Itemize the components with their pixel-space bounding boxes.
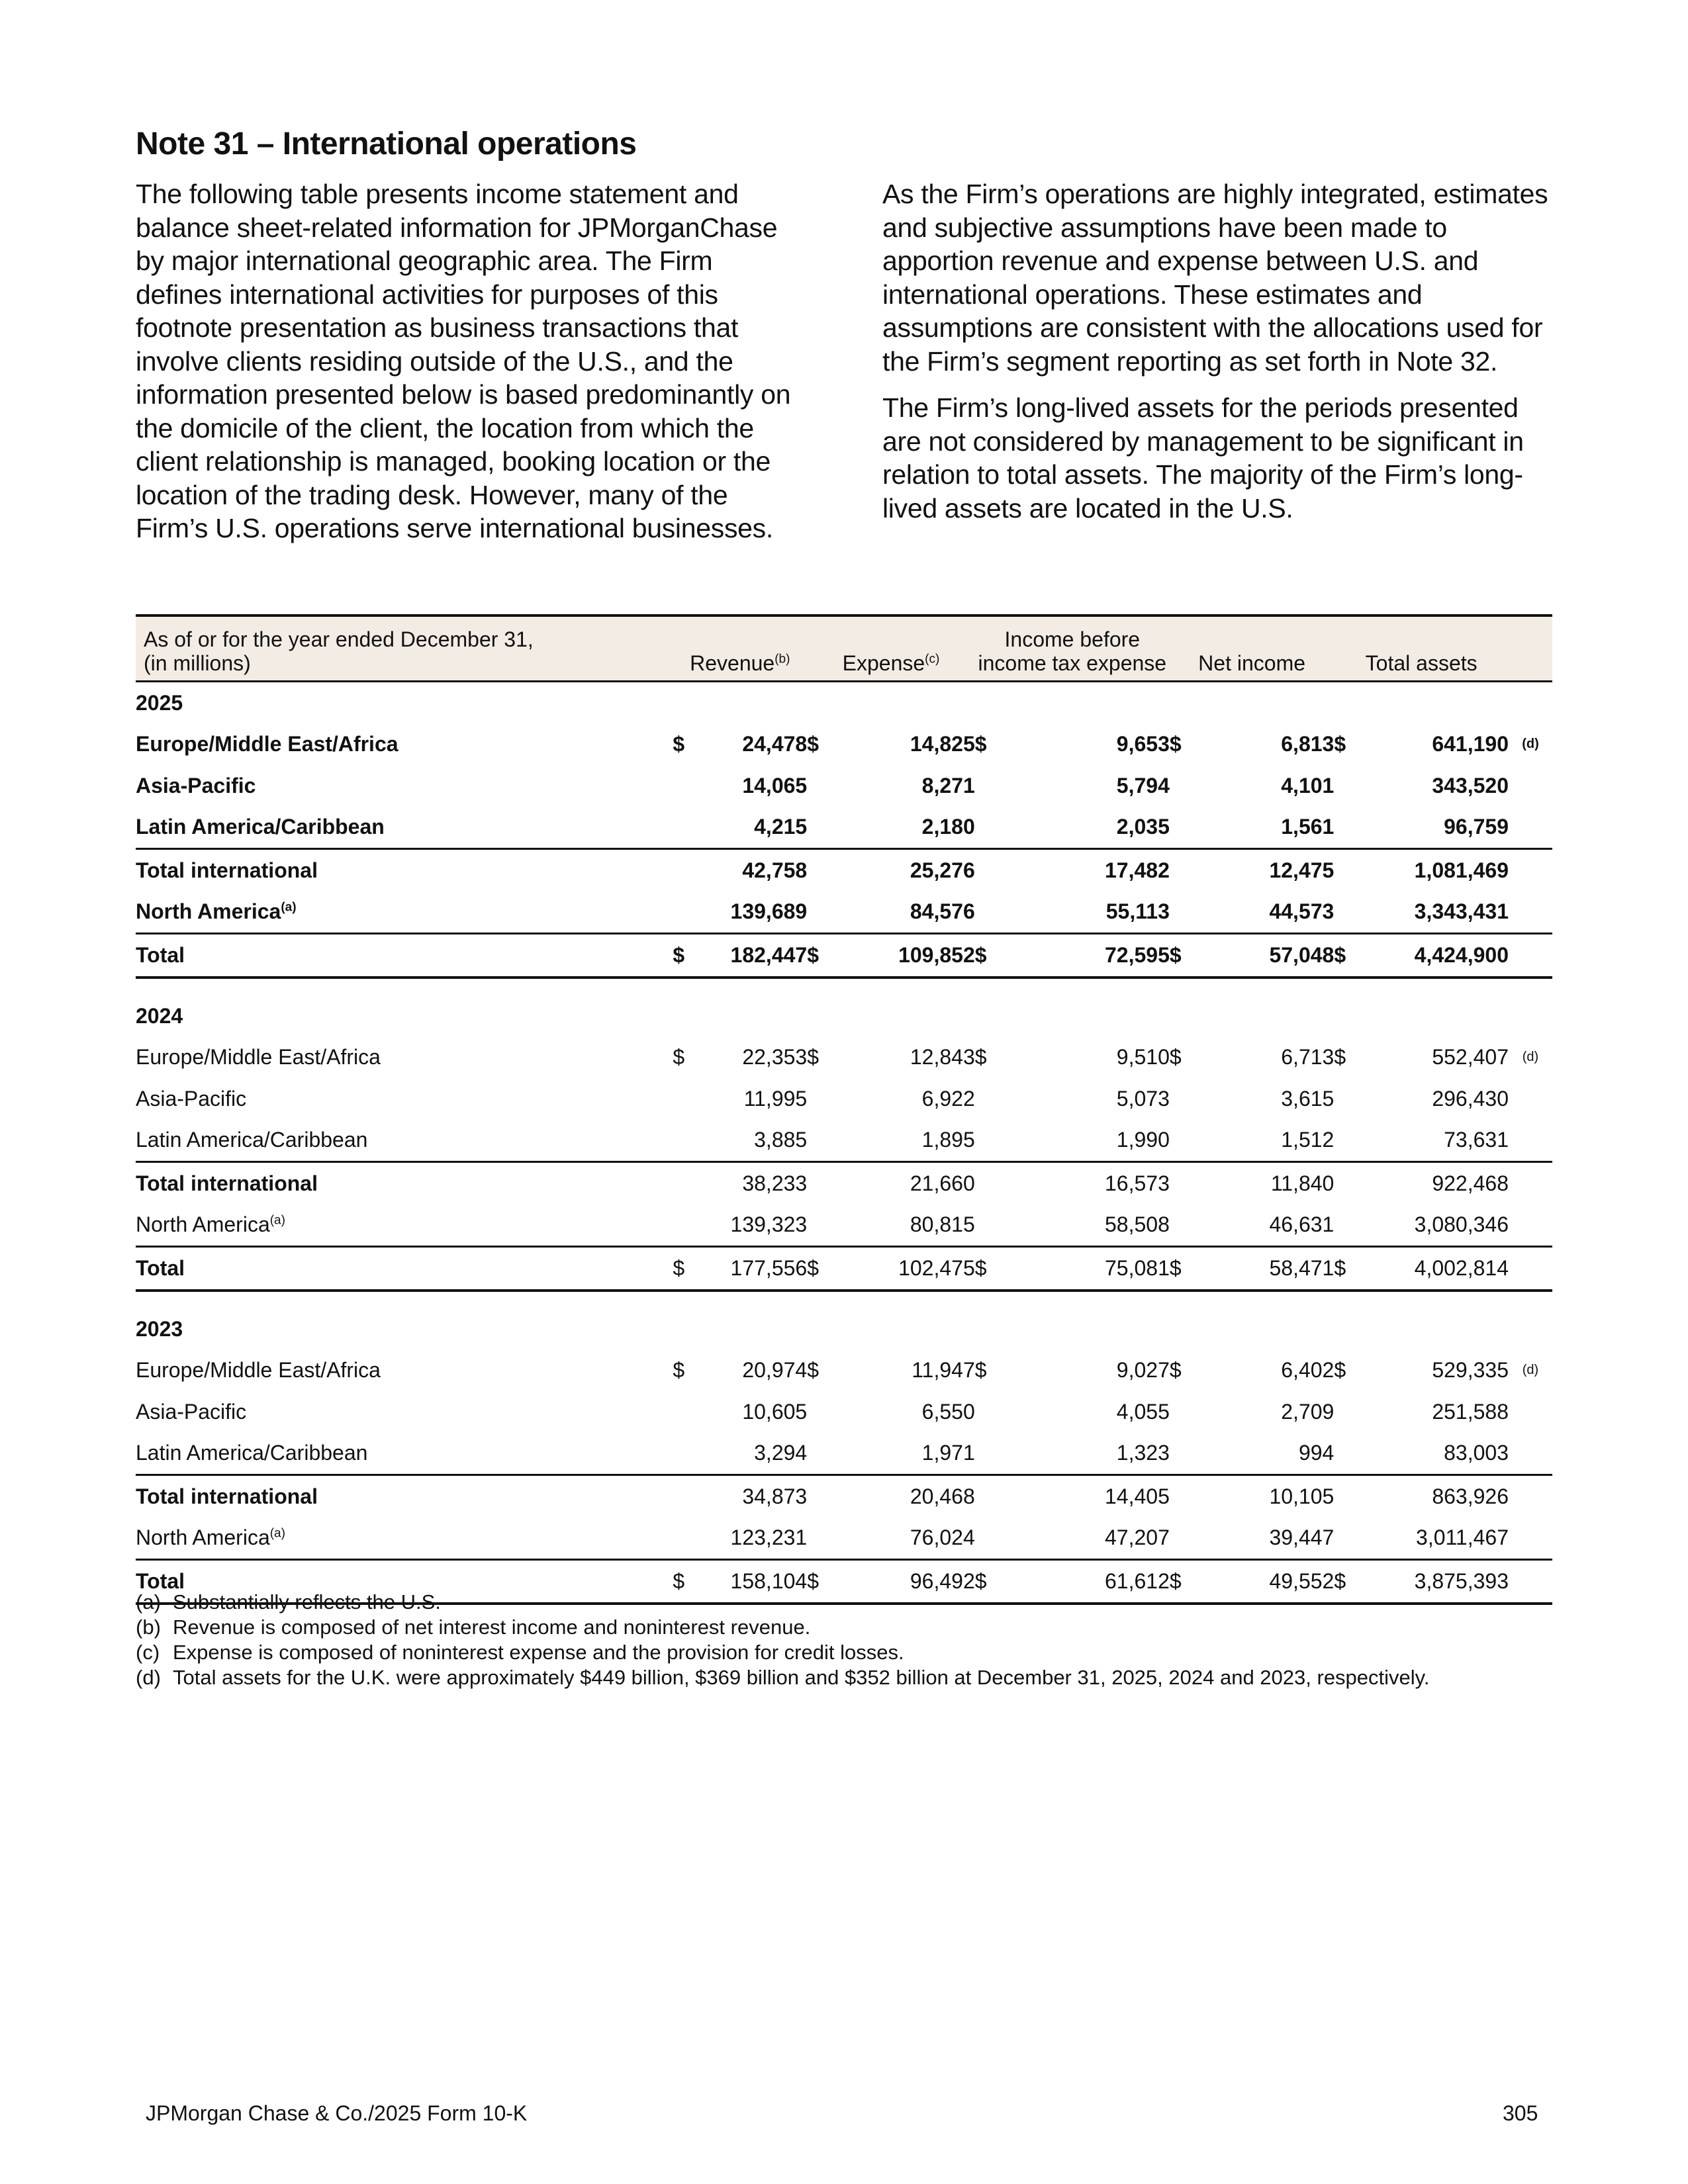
currency-symbol	[975, 849, 1009, 891]
footer-page-number: 305	[1503, 2101, 1538, 2125]
table-row	[136, 1391, 1552, 1433]
currency-symbol	[1334, 1162, 1368, 1205]
table-row	[136, 1078, 1552, 1120]
cell-assets: 552,407	[1432, 1045, 1509, 1069]
cell-expense: 20,468	[841, 1475, 975, 1518]
cell-footnote-ref	[1509, 1162, 1552, 1205]
cell-assets: 641,190	[1432, 732, 1509, 756]
currency-symbol	[1170, 807, 1203, 849]
cell-revenue: 139,323	[730, 1212, 808, 1237]
currency-symbol	[807, 765, 841, 807]
cell-income: 5,794	[1116, 773, 1170, 797]
row-label-text: Latin America/Caribbean	[136, 815, 385, 839]
cell-net: 58,471	[1203, 1247, 1335, 1291]
cell-income: 61,612	[1008, 1560, 1169, 1604]
cell-income: 14,405	[1008, 1475, 1169, 1518]
currency-symbol: $	[807, 1247, 841, 1291]
currency-symbol: $	[807, 1045, 819, 1069]
cell-net: 4,101	[1281, 773, 1335, 797]
row-label-text: North America	[136, 1525, 270, 1550]
table-row	[136, 1205, 1552, 1247]
currency-symbol: $	[807, 732, 819, 756]
intro-paragraph: The following table presents income statement and balance sheet-related information for JPMorganChase by major international geographic area. The Firm defines international activities for purposes of this footnote presentation as business transactions that involve clients residing outside of the U.S., and the information presented below is based predominantly on the domicile of the client, the location from which the client relationship is managed, booking location or the location of the trading desk. However, many of the Firm’s U.S. operations serve international businesses.	[136, 179, 791, 543]
cell-expense: 84,576	[910, 899, 975, 924]
cell-revenue: 22,353	[742, 1045, 808, 1069]
cell-revenue: 42,758	[706, 849, 807, 891]
footnote-b	[136, 1615, 1552, 1640]
cell-expense: 109,852	[841, 934, 975, 978]
international-operations-table	[136, 614, 1552, 1605]
cell-assets: 863,926	[1368, 1475, 1509, 1518]
cell-revenue: 34,873	[706, 1475, 807, 1518]
currency-symbol: $	[1170, 934, 1203, 978]
currency-symbol: $	[975, 934, 1009, 978]
cell-income: 9,510	[1116, 1045, 1170, 1069]
header-expense-text: Expense	[842, 651, 925, 675]
currency-symbol	[1170, 1475, 1203, 1518]
footnote-a	[136, 1590, 1552, 1615]
cell-assets: 529,335	[1432, 1358, 1509, 1383]
cell-expense: 102,475	[841, 1247, 975, 1291]
currency-symbol: $	[1334, 934, 1368, 978]
currency-symbol: $	[673, 934, 706, 978]
table-row	[136, 724, 1552, 766]
footnote-d	[136, 1665, 1552, 1690]
cell-assets: 73,631	[1444, 1128, 1509, 1152]
footnote-key: (c)	[136, 1641, 160, 1664]
currency-symbol: $	[673, 1358, 685, 1383]
cell-income: 72,595	[1008, 934, 1169, 978]
table-row	[136, 807, 1552, 849]
currency-symbol	[975, 1078, 1009, 1120]
cell-revenue: 10,605	[742, 1399, 808, 1424]
footnote-text: Total assets for the U.K. were approximately $449 billion, $369 billion and $352 billion at December 31, 2025, 2024 and 2023, respectively.	[173, 1666, 1430, 1689]
table-row	[136, 1162, 1552, 1205]
currency-symbol: $	[673, 1247, 706, 1291]
currency-symbol	[975, 1391, 1009, 1433]
cell-income: 1,990	[1116, 1128, 1170, 1152]
cell-footnote-ref	[1509, 1518, 1552, 1560]
row-label	[136, 1078, 673, 1120]
cell-assets: 3,343,431	[1414, 899, 1509, 924]
currency-symbol	[673, 849, 706, 891]
footnote-text: Expense is composed of noninterest expense and the provision for credit losses.	[173, 1641, 904, 1664]
currency-symbol	[807, 849, 841, 891]
currency-symbol	[1170, 891, 1203, 934]
table-row	[136, 1518, 1552, 1560]
currency-symbol: $	[974, 1358, 987, 1383]
currency-symbol	[1170, 1120, 1203, 1162]
row-label	[136, 807, 673, 849]
cell-income: 17,482	[1008, 849, 1169, 891]
table-row	[136, 891, 1552, 934]
header-note-spacer	[1509, 615, 1552, 682]
row-label	[136, 1391, 673, 1433]
currency-symbol: $	[807, 1358, 819, 1383]
cell-expense: 96,492	[841, 1560, 975, 1604]
currency-symbol	[673, 1391, 706, 1433]
cell-net: 6,813	[1281, 732, 1335, 756]
cell-income: 58,508	[1104, 1212, 1170, 1237]
cell-expense: 76,024	[910, 1525, 975, 1550]
row-label-text: Europe/Middle East/Africa	[136, 1045, 381, 1069]
cell-net: 6,713	[1281, 1045, 1335, 1069]
cell-footnote-ref	[1509, 849, 1552, 891]
cell-footnote-ref	[1509, 1475, 1552, 1518]
currency-symbol: $	[1334, 1045, 1346, 1069]
row-label-text: North America	[136, 899, 281, 924]
cell-footnote-ref: (d)	[1522, 1363, 1539, 1378]
cell-expense: 2,180	[921, 815, 975, 839]
cell-assets: 96,759	[1444, 815, 1509, 839]
currency-symbol	[807, 1120, 841, 1162]
table-row	[136, 849, 1552, 891]
cell-expense: 1,895	[921, 1128, 975, 1152]
table-row	[136, 934, 1552, 978]
cell-net: 57,048	[1203, 934, 1335, 978]
row-label-text: Europe/Middle East/Africa	[136, 732, 399, 756]
cell-footnote-ref	[1509, 1433, 1552, 1475]
currency-symbol	[975, 1475, 1009, 1518]
currency-symbol	[1170, 1078, 1203, 1120]
cell-revenue: 4,215	[754, 815, 808, 839]
row-label-text: Asia-Pacific	[136, 1399, 247, 1424]
header-income-line2: income tax expense	[978, 651, 1167, 675]
table-row	[136, 1350, 1552, 1392]
currency-symbol	[673, 1120, 706, 1162]
cell-revenue: 38,233	[706, 1162, 807, 1205]
row-label	[136, 1433, 673, 1475]
table-row	[136, 1475, 1552, 1518]
currency-symbol	[975, 765, 1009, 807]
currency-symbol	[807, 1518, 841, 1560]
currency-symbol	[807, 807, 841, 849]
cell-assets: 3,875,393	[1368, 1560, 1509, 1604]
currency-symbol: $	[1169, 1358, 1182, 1383]
header-period-line1: As of or for the year ended December 31,	[144, 627, 534, 651]
cell-revenue: 24,478	[742, 732, 808, 756]
cell-footnote-ref	[1509, 1391, 1552, 1433]
row-label-text: Asia-Pacific	[136, 1086, 247, 1111]
cell-expense: 6,550	[921, 1399, 975, 1424]
cell-net: 44,573	[1269, 899, 1335, 924]
cell-assets: 3,011,467	[1416, 1525, 1509, 1550]
row-label-text: Total	[136, 1255, 185, 1280]
currency-symbol	[975, 807, 1009, 849]
row-label	[136, 891, 673, 934]
currency-symbol	[1170, 1391, 1203, 1433]
row-label-footnote: (a)	[281, 900, 297, 915]
currency-symbol: $	[975, 1560, 1009, 1604]
currency-symbol	[673, 765, 706, 807]
header-revenue	[673, 615, 807, 682]
table-row	[136, 1120, 1552, 1162]
cell-revenue: 182,447	[706, 934, 807, 978]
row-label	[136, 1247, 673, 1291]
cell-expense: 11,947	[912, 1358, 975, 1383]
currency-symbol	[807, 891, 841, 934]
row-label-text: Europe/Middle East/Africa	[136, 1358, 381, 1383]
currency-symbol: $	[807, 1560, 841, 1604]
currency-symbol	[1334, 807, 1368, 849]
year-heading-row	[136, 1291, 1552, 1350]
currency-symbol	[807, 1162, 841, 1205]
cell-income: 47,207	[1104, 1525, 1170, 1550]
cell-revenue: 20,974	[742, 1358, 808, 1383]
cell-income: 75,081	[1008, 1247, 1169, 1291]
row-label-footnote: (a)	[269, 1213, 285, 1228]
cell-assets: 343,520	[1432, 773, 1509, 797]
currency-symbol	[673, 1475, 706, 1518]
row-label	[136, 1350, 673, 1392]
currency-symbol	[1334, 1205, 1368, 1247]
long-lived-assets-paragraph: The Firm’s long-lived assets for the periods presented are not considered by management to be significant in relation to total assets. The majority of the Firm’s long-lived assets are located in the U.S.	[882, 392, 1524, 523]
cell-footnote-ref	[1509, 934, 1552, 978]
cell-revenue: 158,104	[706, 1560, 807, 1604]
cell-income: 1,323	[1116, 1441, 1170, 1465]
footnote-text: Substantially reflects the U.S.	[173, 1590, 441, 1614]
cell-income: 55,113	[1105, 899, 1170, 924]
cell-income: 5,073	[1116, 1086, 1170, 1111]
cell-net: 2,709	[1281, 1399, 1335, 1424]
header-units-line: (in millions)	[144, 651, 251, 675]
currency-symbol	[807, 1391, 841, 1433]
header-period-label	[136, 615, 673, 682]
cell-income: 4,055	[1116, 1399, 1170, 1424]
cell-expense: 14,825	[910, 732, 975, 756]
table-row	[136, 1433, 1552, 1475]
row-label	[136, 1162, 673, 1205]
currency-symbol: $	[974, 732, 987, 756]
cell-footnote-ref	[1509, 1078, 1552, 1120]
currency-symbol	[1170, 1162, 1203, 1205]
cell-net: 10,105	[1203, 1475, 1335, 1518]
footer-document-name: JPMorgan Chase & Co./2025 Form 10-K	[146, 2101, 528, 2125]
cell-footnote-ref	[1509, 807, 1552, 849]
cell-footnote-ref	[1509, 765, 1552, 807]
currency-symbol	[673, 807, 706, 849]
cell-revenue: 139,689	[730, 899, 808, 924]
currency-symbol	[1334, 765, 1368, 807]
row-label	[136, 1518, 673, 1560]
cell-expense: 12,843	[910, 1045, 975, 1069]
currency-symbol: $	[975, 1247, 1009, 1291]
cell-expense: 80,815	[910, 1212, 975, 1237]
cell-footnote-ref	[1509, 1205, 1552, 1247]
footnote-key: (d)	[136, 1666, 161, 1689]
currency-symbol	[1170, 849, 1203, 891]
row-label	[136, 934, 673, 978]
cell-revenue: 177,556	[706, 1247, 807, 1291]
cell-footnote-ref: (d)	[1522, 737, 1539, 752]
currency-symbol: $	[1334, 1247, 1368, 1291]
currency-symbol	[975, 1120, 1009, 1162]
row-label-text: Total international	[136, 1171, 318, 1195]
cell-assets: 4,424,900	[1368, 934, 1509, 978]
currency-symbol: $	[1169, 1045, 1182, 1069]
footnote-text: Revenue is composed of net interest income and noninterest revenue.	[173, 1615, 811, 1639]
row-label	[136, 724, 673, 766]
cell-expense: 8,271	[921, 773, 975, 797]
currency-symbol	[975, 891, 1009, 934]
cell-net: 39,447	[1269, 1525, 1335, 1550]
header-income-line1: Income before	[1004, 627, 1141, 651]
row-label-text: North America	[136, 1212, 270, 1237]
header-total-assets: Total assets	[1334, 615, 1509, 682]
row-label-text: Latin America/Caribbean	[136, 1128, 368, 1152]
currency-symbol	[807, 1433, 841, 1475]
cell-assets: 251,588	[1432, 1399, 1509, 1424]
currency-symbol: $	[1334, 1358, 1346, 1383]
cell-revenue: 3,885	[754, 1128, 808, 1152]
currency-symbol	[975, 1433, 1009, 1475]
currency-symbol	[975, 1162, 1009, 1205]
footnote-key: (a)	[136, 1590, 161, 1614]
cell-net: 12,475	[1203, 849, 1335, 891]
header-income-before-tax	[975, 615, 1170, 682]
currency-symbol	[807, 1078, 841, 1120]
cell-revenue: 123,231	[730, 1525, 808, 1550]
row-label	[136, 849, 673, 891]
footnote-c	[136, 1640, 1552, 1665]
year-heading: 2023	[136, 1317, 183, 1341]
currency-symbol	[1334, 1518, 1368, 1560]
table-header-row	[136, 615, 1552, 682]
cell-net: 49,552	[1203, 1560, 1335, 1604]
currency-symbol: $	[1170, 1560, 1203, 1604]
intro-column-left	[136, 177, 804, 559]
row-label-text: Total international	[136, 1484, 318, 1508]
currency-symbol: $	[1334, 1560, 1368, 1604]
table-row	[136, 1037, 1552, 1079]
currency-symbol: $	[974, 1045, 987, 1069]
currency-symbol	[1170, 1205, 1203, 1247]
row-label-text: Latin America/Caribbean	[136, 1441, 368, 1465]
page-title: Note 31 – International operations	[136, 126, 637, 161]
header-expense-footnote: (c)	[925, 652, 940, 666]
currency-symbol: $	[673, 732, 685, 756]
table-row	[136, 1247, 1552, 1291]
row-label-text: Asia-Pacific	[136, 773, 256, 797]
cell-assets: 4,002,814	[1368, 1247, 1509, 1291]
cell-net: 11,840	[1203, 1162, 1335, 1205]
cell-assets: 922,468	[1368, 1162, 1509, 1205]
currency-symbol	[673, 1162, 706, 1205]
table-row	[136, 765, 1552, 807]
currency-symbol	[1334, 1391, 1368, 1433]
cell-expense: 1,971	[921, 1441, 975, 1465]
currency-symbol: $	[807, 934, 841, 978]
cell-expense: 21,660	[841, 1162, 975, 1205]
row-label-text: Total	[136, 1569, 185, 1593]
cell-net: 46,631	[1269, 1212, 1335, 1237]
currency-symbol	[807, 1205, 841, 1247]
row-label	[136, 1205, 673, 1247]
currency-symbol	[1170, 765, 1203, 807]
currency-symbol	[673, 891, 706, 934]
cell-expense: 25,276	[841, 849, 975, 891]
header-revenue-text: Revenue	[690, 651, 775, 675]
cell-revenue: 11,995	[743, 1086, 808, 1111]
row-label	[136, 1120, 673, 1162]
year-heading: 2024	[136, 1004, 183, 1028]
currency-symbol: $	[673, 1560, 706, 1604]
header-expense	[807, 615, 975, 682]
currency-symbol	[807, 1475, 841, 1518]
footnotes	[136, 1590, 1552, 1690]
year-heading-row	[136, 682, 1552, 724]
row-label-text: Total	[136, 942, 185, 967]
cell-assets: 296,430	[1432, 1086, 1509, 1111]
cell-assets: 1,081,469	[1368, 849, 1509, 891]
header-revenue-footnote: (b)	[774, 652, 790, 666]
row-label	[136, 1037, 673, 1079]
currency-symbol	[673, 1433, 706, 1475]
currency-symbol	[673, 1205, 706, 1247]
currency-symbol	[975, 1205, 1009, 1247]
cell-net: 3,615	[1281, 1086, 1335, 1111]
cell-revenue: 14,065	[742, 773, 808, 797]
currency-symbol	[975, 1518, 1009, 1560]
currency-symbol	[1334, 1120, 1368, 1162]
cell-expense: 6,922	[921, 1086, 975, 1111]
currency-symbol: $	[673, 1045, 685, 1069]
currency-symbol	[1334, 1433, 1368, 1475]
cell-net: 1,561	[1281, 815, 1335, 839]
cell-assets: 83,003	[1444, 1441, 1509, 1465]
cell-footnote-ref	[1509, 891, 1552, 934]
cell-income: 2,035	[1116, 815, 1170, 839]
currency-symbol	[1170, 1433, 1203, 1475]
currency-symbol: $	[1334, 732, 1346, 756]
cell-assets: 3,080,346	[1414, 1212, 1509, 1237]
currency-symbol	[1334, 849, 1368, 891]
cell-footnote-ref	[1509, 1247, 1552, 1291]
row-label-text: Total international	[136, 858, 318, 882]
cell-footnote-ref	[1509, 1120, 1552, 1162]
cell-net: 6,402	[1281, 1358, 1335, 1383]
year-heading: 2025	[136, 690, 183, 715]
cell-net: 1,512	[1281, 1128, 1335, 1152]
currency-symbol	[673, 1518, 706, 1560]
cell-revenue: 3,294	[754, 1441, 808, 1465]
cell-income: 9,027	[1116, 1358, 1170, 1383]
cell-net: 994	[1298, 1441, 1335, 1465]
currency-symbol: $	[1169, 732, 1182, 756]
integration-paragraph: As the Firm’s operations are highly integrated, estimates and subjective assumptions have been made to apportion revenue and expense between U.S. and international operations. These estimates and assumptions are consistent with the allocations used for the Firm’s segment reporting as set forth in Note 32.	[882, 179, 1548, 377]
year-heading-row	[136, 978, 1552, 1037]
currency-symbol	[1334, 1475, 1368, 1518]
currency-symbol	[1334, 1078, 1368, 1120]
currency-symbol	[1170, 1518, 1203, 1560]
row-label	[136, 1475, 673, 1518]
footnote-key: (b)	[136, 1615, 161, 1639]
currency-symbol	[1334, 891, 1368, 934]
intro-column-right	[882, 177, 1551, 538]
row-label-footnote: (a)	[269, 1526, 285, 1541]
row-label	[136, 765, 673, 807]
currency-symbol: $	[1170, 1247, 1203, 1291]
cell-footnote-ref: (d)	[1522, 1050, 1539, 1065]
table-body	[136, 682, 1552, 1604]
cell-income: 16,573	[1008, 1162, 1169, 1205]
header-net-income: Net income	[1170, 615, 1334, 682]
currency-symbol	[673, 1078, 706, 1120]
cell-income: 9,653	[1116, 732, 1170, 756]
